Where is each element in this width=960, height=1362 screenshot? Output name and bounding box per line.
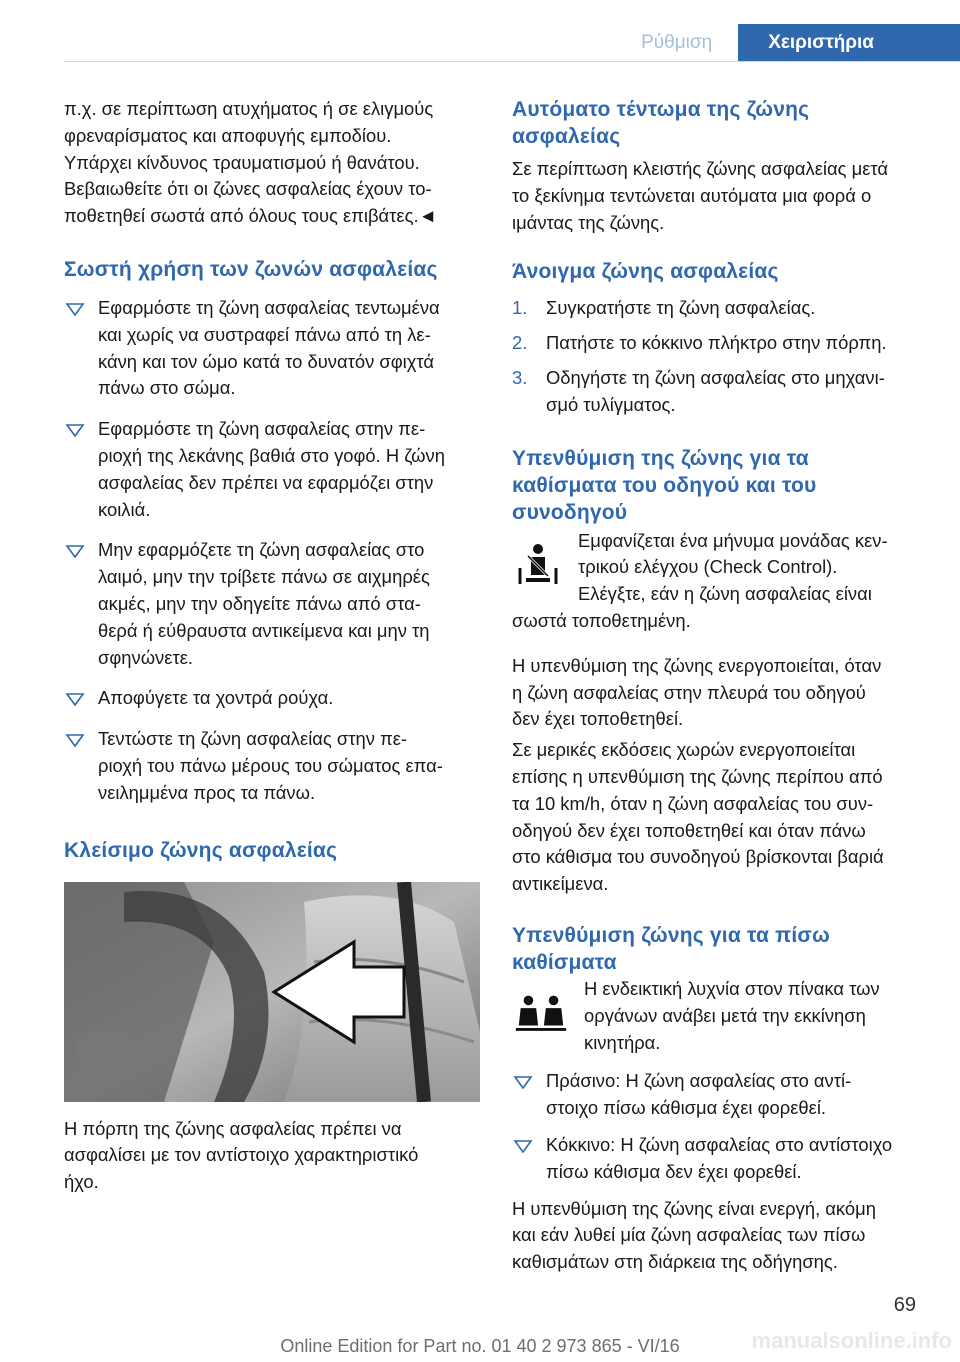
text-line: Η πόρπη της ζώνης ασφαλείας πρέπει να [64, 1117, 402, 1139]
seatbelt-buckle-photo [64, 882, 480, 1102]
text-line: Βεβαιωθείτε ότι οι ζώνες ασφαλείας έχουν το- [64, 178, 432, 200]
chapter-tab: Χειριστήρια [738, 24, 960, 62]
step-item: 3. Οδηγήστε τη ζώνη ασφαλείας στο μηχανι- σμό τυλίγματος. [512, 366, 885, 415]
triangle-bullet-icon [64, 685, 86, 711]
text-line: επίσης η υπενθύμιση της ζώνης περίπου από [512, 765, 883, 787]
rear-status-list [512, 1068, 932, 1185]
text-line: τα 10 km/h, όταν η ζώνη ασφαλείας του συν- [512, 792, 874, 814]
page-number: 69 [893, 1294, 916, 1316]
text-line: ήχο. [64, 1171, 99, 1193]
triangle-bullet-icon [64, 295, 86, 321]
warning-continuation [64, 96, 482, 230]
text-line: στο κάθισμα του συνοδηγού βρίσκονται βαριά [512, 846, 884, 868]
text-line: αντικείμενα. [512, 873, 609, 895]
rear-seatbelt-icon [512, 986, 570, 1038]
triangle-bullet-icon [512, 1068, 534, 1094]
text-line: κινητήρα. [584, 1031, 661, 1053]
list-item: Εφαρμόστε τη ζώνη ασφαλείας τεντωμένα και χωρίς να συστραφεί πάνω από τη λε- κάνη και τον ώμο κατά το δυνατόν σφιχτά πάνω στο σώμα. [64, 295, 482, 402]
text-line: Η ενδεικτική λυχνία στον πίνακα των [584, 977, 880, 999]
right-column [512, 96, 932, 1276]
text-line: τρικού ελέγχου (Check Control). [578, 556, 838, 578]
edition-footer: Online Edition for Part no. 01 40 2 973 865 - VI/16 [280, 1336, 680, 1356]
text-line: το ξεκίνημα τεντώνεται αυτόματα μια φορά ο [512, 184, 872, 206]
rear-closing-text [512, 1196, 932, 1276]
text-line: ιμάντας της ζώνης. [512, 211, 665, 233]
open-belt-heading: Άνοιγμα ζώνης ασφαλείας [512, 260, 779, 284]
text-line: και εάν λυθεί μία ζώνη ασφαλείας των πίσω [512, 1224, 866, 1246]
text-line: καθισμάτων στη διάρκεια της οδήγησης. [512, 1251, 838, 1273]
list-item: Πράσινο: Η ζώνη ασφαλείας στο αντί- στοιχο πίσω κάθισμα έχει φορεθεί. [512, 1068, 932, 1122]
text-line: Σε μερικές εκδόσεις χωρών ενεργοποιείται [512, 739, 856, 761]
triangle-bullet-icon [64, 726, 86, 752]
list-item: Μην εφαρμόζετε τη ζώνη ασφαλείας στο λαιμό, μην την τρίβετε πάνω σε αιχμηρές ακμές, μην την οδηγείτε πάνω από στα- θερά ή εύθραυστα αντικείμενα και μην τη σφηνώνετε. [64, 537, 482, 671]
triangle-bullet-icon [512, 1132, 534, 1158]
text-line: οδηγού δεν έχει τοποθετηθεί και όταν πάνω [512, 819, 866, 841]
usage-heading: Σωστή χρήση των ζωνών ασφαλείας [64, 257, 438, 281]
watermark: manualsonline.info [751, 1328, 952, 1353]
text-line: σωστά τοποθετημένη. [512, 609, 691, 631]
triangle-bullet-icon [64, 537, 86, 563]
text-line: οργάνων ανάβει μετά την εκκίνηση [584, 1004, 866, 1026]
left-column [64, 96, 482, 1196]
auto-tension-heading: Αυτόματο τέντωμα της ζώνης ασφαλείας [512, 98, 810, 148]
rear-reminder-block [512, 976, 932, 1056]
auto-tension-text [512, 156, 932, 236]
photo-caption [64, 1116, 482, 1196]
closing-heading: Κλείσιμο ζώνης ασφαλείας [64, 838, 338, 862]
text-line: δεν έχει τοποθετηθεί. [512, 708, 684, 730]
text-line: Εμφανίζεται ένα μήνυμα μονάδας κεν- [578, 529, 888, 551]
usage-list [64, 295, 482, 807]
text-line: ασφαλίσει με τον αντίστοιχο χαρακτηριστικό [64, 1144, 419, 1166]
text-line: ποθετηθεί σωστά από όλους τους επιβάτες.◄ [64, 205, 437, 227]
text-line: π.χ. σε περίπτωση ατυχήματος ή σε ελιγμούς [64, 98, 434, 119]
step-item: 1. Συγκρατήστε τη ζώνη ασφαλείας. [512, 295, 932, 322]
rear-reminder-heading: Υπενθύμιση ζώνης για τα πίσω καθίσματα [512, 923, 830, 974]
step-number: 2. [512, 332, 528, 354]
list-item: Τεντώστε τη ζώνη ασφαλείας στην πε- ριοχή του πάνω μέρους του σώματος επα- νειλημμένα προς τα πάνω. [64, 726, 482, 806]
country-version-text [512, 737, 932, 898]
text-line: Υπάρχει κίνδυνος τραυματισμού ή θανάτου. [64, 151, 420, 173]
front-reminder-text [512, 653, 932, 733]
seatbelt-warning-icon [512, 538, 564, 590]
text-line: φρεναρίσματος και αποφυγής εμποδίου. [64, 124, 392, 146]
step-number: 1. [512, 297, 528, 319]
open-belt-steps [512, 295, 932, 418]
triangle-bullet-icon [64, 416, 86, 442]
list-item: Κόκκινο: Η ζώνη ασφαλείας στο αντίστοιχο πίσω κάθισμα δεν έχει φορεθεί. [512, 1132, 932, 1186]
front-reminder-heading: Υπενθύμιση της ζώνης για τα καθίσματα του οδηγού και του συνοδηγού [512, 446, 817, 524]
list-item: Εφαρμόστε τη ζώνη ασφαλείας στην πε- ριοχή της λεκάνης βαθιά στο γοφό. Η ζώνη ασφαλείας δεν πρέπει να εφαρμόζει στην κοιλιά. [64, 416, 482, 523]
text-line: Σε περίπτωση κλειστής ζώνης ασφαλείας μετά [512, 158, 889, 179]
text-line: Ελέγξτε, εάν η ζώνη ασφαλείας είναι [578, 583, 872, 605]
section-tab: Ρύθμιση [615, 24, 738, 62]
text-line: Η υπενθύμιση της ζώνης είναι ενεργή, ακόμη [512, 1197, 876, 1219]
list-item: Αποφύγετε τα χοντρά ρούχα. [64, 685, 482, 712]
front-reminder-block [512, 528, 932, 635]
header-tabs [615, 24, 960, 62]
step-item: 2. Πατήστε το κόκκινο πλήκτρο στην πόρπη. [512, 330, 932, 357]
text-line: Η υπενθύμιση της ζώνης ενεργοποιείται, όταν [512, 654, 882, 676]
text-line: η ζώνη ασφαλείας στην πλευρά του οδηγού [512, 681, 866, 703]
step-number: 3. [512, 366, 528, 388]
header-rule [64, 61, 960, 62]
